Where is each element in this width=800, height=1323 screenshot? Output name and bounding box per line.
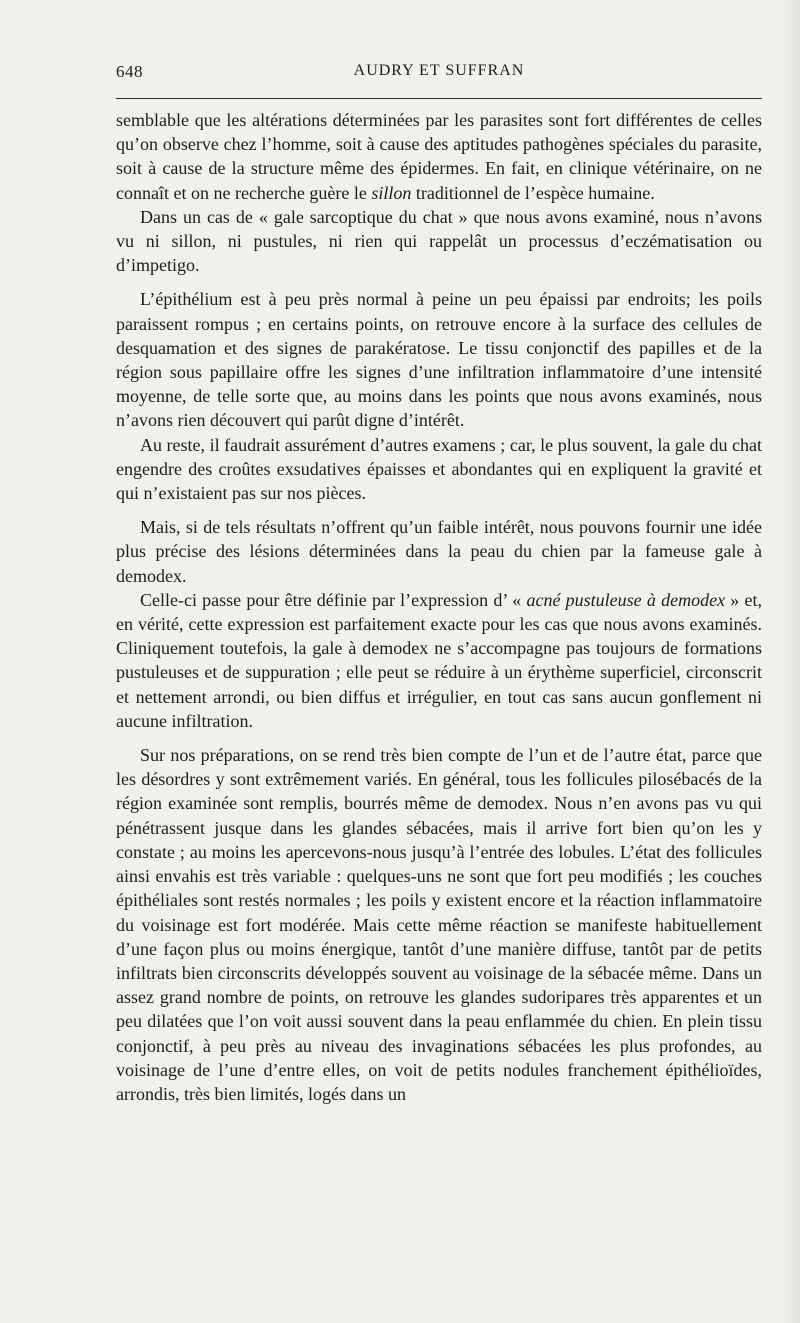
page-number: 648	[116, 62, 143, 81]
text-run: semblable que les altérations déterminées par les parasites sont fort différentes de celles qu’on observe chez l’homme, soit à cause des aptitudes pathogènes spéciales du parasite, soit à cause de la structure même des épidermes. En fait, en clinique vétérinaire, on ne connaît et on ne recherche guère le	[116, 110, 762, 203]
paragraph	[116, 108, 762, 205]
text-run: Celle-ci passe pour être définie par l’expression d’ «	[140, 589, 527, 610]
text-run: » et, en vérité, cette expression est parfaitement exacte pour les cas que nous avons examinés. Cliniquement toutefois, la gale à demodex ne s’accompagne pas toujours de formations pustuleuses et de suppuration ; elle peut se réduire à un érythème superficiel, circonscrit et nettement arrondi, ou bien diffus et irrégulier, en tout cas sans aucun gonflement ni aucune infiltration.	[116, 589, 763, 731]
paragraph	[116, 515, 762, 588]
text-run: Au reste, il faudrait assurément d’autres examens ; car, le plus souvent, la gale du chat engendre des croûtes exsudatives épaisses et abondantes qui en expliquent la gravité et qui n’existaient pas sur nos pièces.	[116, 434, 762, 504]
page-header	[116, 62, 762, 86]
italic-run: acné pustuleuse à demodex	[526, 589, 726, 610]
paragraph	[116, 588, 762, 733]
text-run: L’épithélium est à peu près normal à peine un peu épaissi par endroits; les poils paraissent rompus ; en certains points, on retrouve encore à la surface des cellules de desquamation et des signes de parakératose. Le tissu conjonctif des papilles et de la région sous papillaire offre les signes d’une infiltration inflammatoire d’une intensité moyenne, de telle sorte que, au moins dans les points que nous avons examinés, nous n’avons rien découvert qui parût digne d’intérêt.	[116, 289, 762, 431]
body-text	[116, 108, 762, 1106]
page-edge-shadow	[782, 0, 800, 1323]
text-run: traditionnel de l’espèce humaine.	[411, 182, 655, 203]
paragraph	[116, 743, 762, 1106]
text-run: Sur nos préparations, on se rend très bien compte de l’un et de l’autre état, parce que les désordres y sont extrêmement variés. En général, tous les follicules pilosébacés de la région examinée sont remplis, bourrés même de demodex. Nous n’en avons pas vu qui pénétrassent jusque dans les glandes sébacées, mais il arrive fort bien qu’on les y constate ; au moins les apercevons-nous jusqu’à l’entrée des lobules. L’état des follicules ainsi envahis est très variable : quelques-uns ne sont que fort peu modifiés ; les couches épithéliales sont restés normales ; les poils y existent encore et la réaction inflammatoire du voisinage est fort modérée. Mais cette même réaction se manifeste habituellement d’une façon plus ou moins énergique, tantôt d’une manière diffuse, tantôt par de petits infiltrats bien circonscrits développés souvent au voisinage de la sébacée même. Dans un assez grand nombre de points, on retrouve les glandes sudoripares très apparentes et un peu dilatées que l’on voit aussi souvent dans la peau enflammée du chien. En plein tissu conjonctif, à peu près au niveau des invaginations sébacées les plus profondes, au voisinage de l’une d’entre elles, on voit de petits nodules franchement épithélioïdes, arrondis, très bien limités, logés dans un	[116, 745, 762, 1104]
paragraph	[116, 287, 762, 432]
header-rule	[116, 98, 762, 99]
italic-run: sillon	[371, 182, 412, 203]
text-run: Mais, si de tels résultats n’offrent qu’un faible intérêt, nous pouvons fournir une idée plus précise des lésions déterminées dans la peau du chien par la fameuse gale à demodex.	[116, 517, 762, 586]
paragraph	[116, 433, 762, 506]
text-run: Dans un cas de « gale sarcoptique du chat » que nous avons examiné, nous n’avons vu ni sillon, ni pustules, ni rien qui rappelât un processus d’eczématisation ou d’impetigo.	[116, 206, 762, 276]
running-title: AUDRY ET SUFFRAN	[353, 62, 525, 79]
paragraph	[116, 205, 762, 278]
